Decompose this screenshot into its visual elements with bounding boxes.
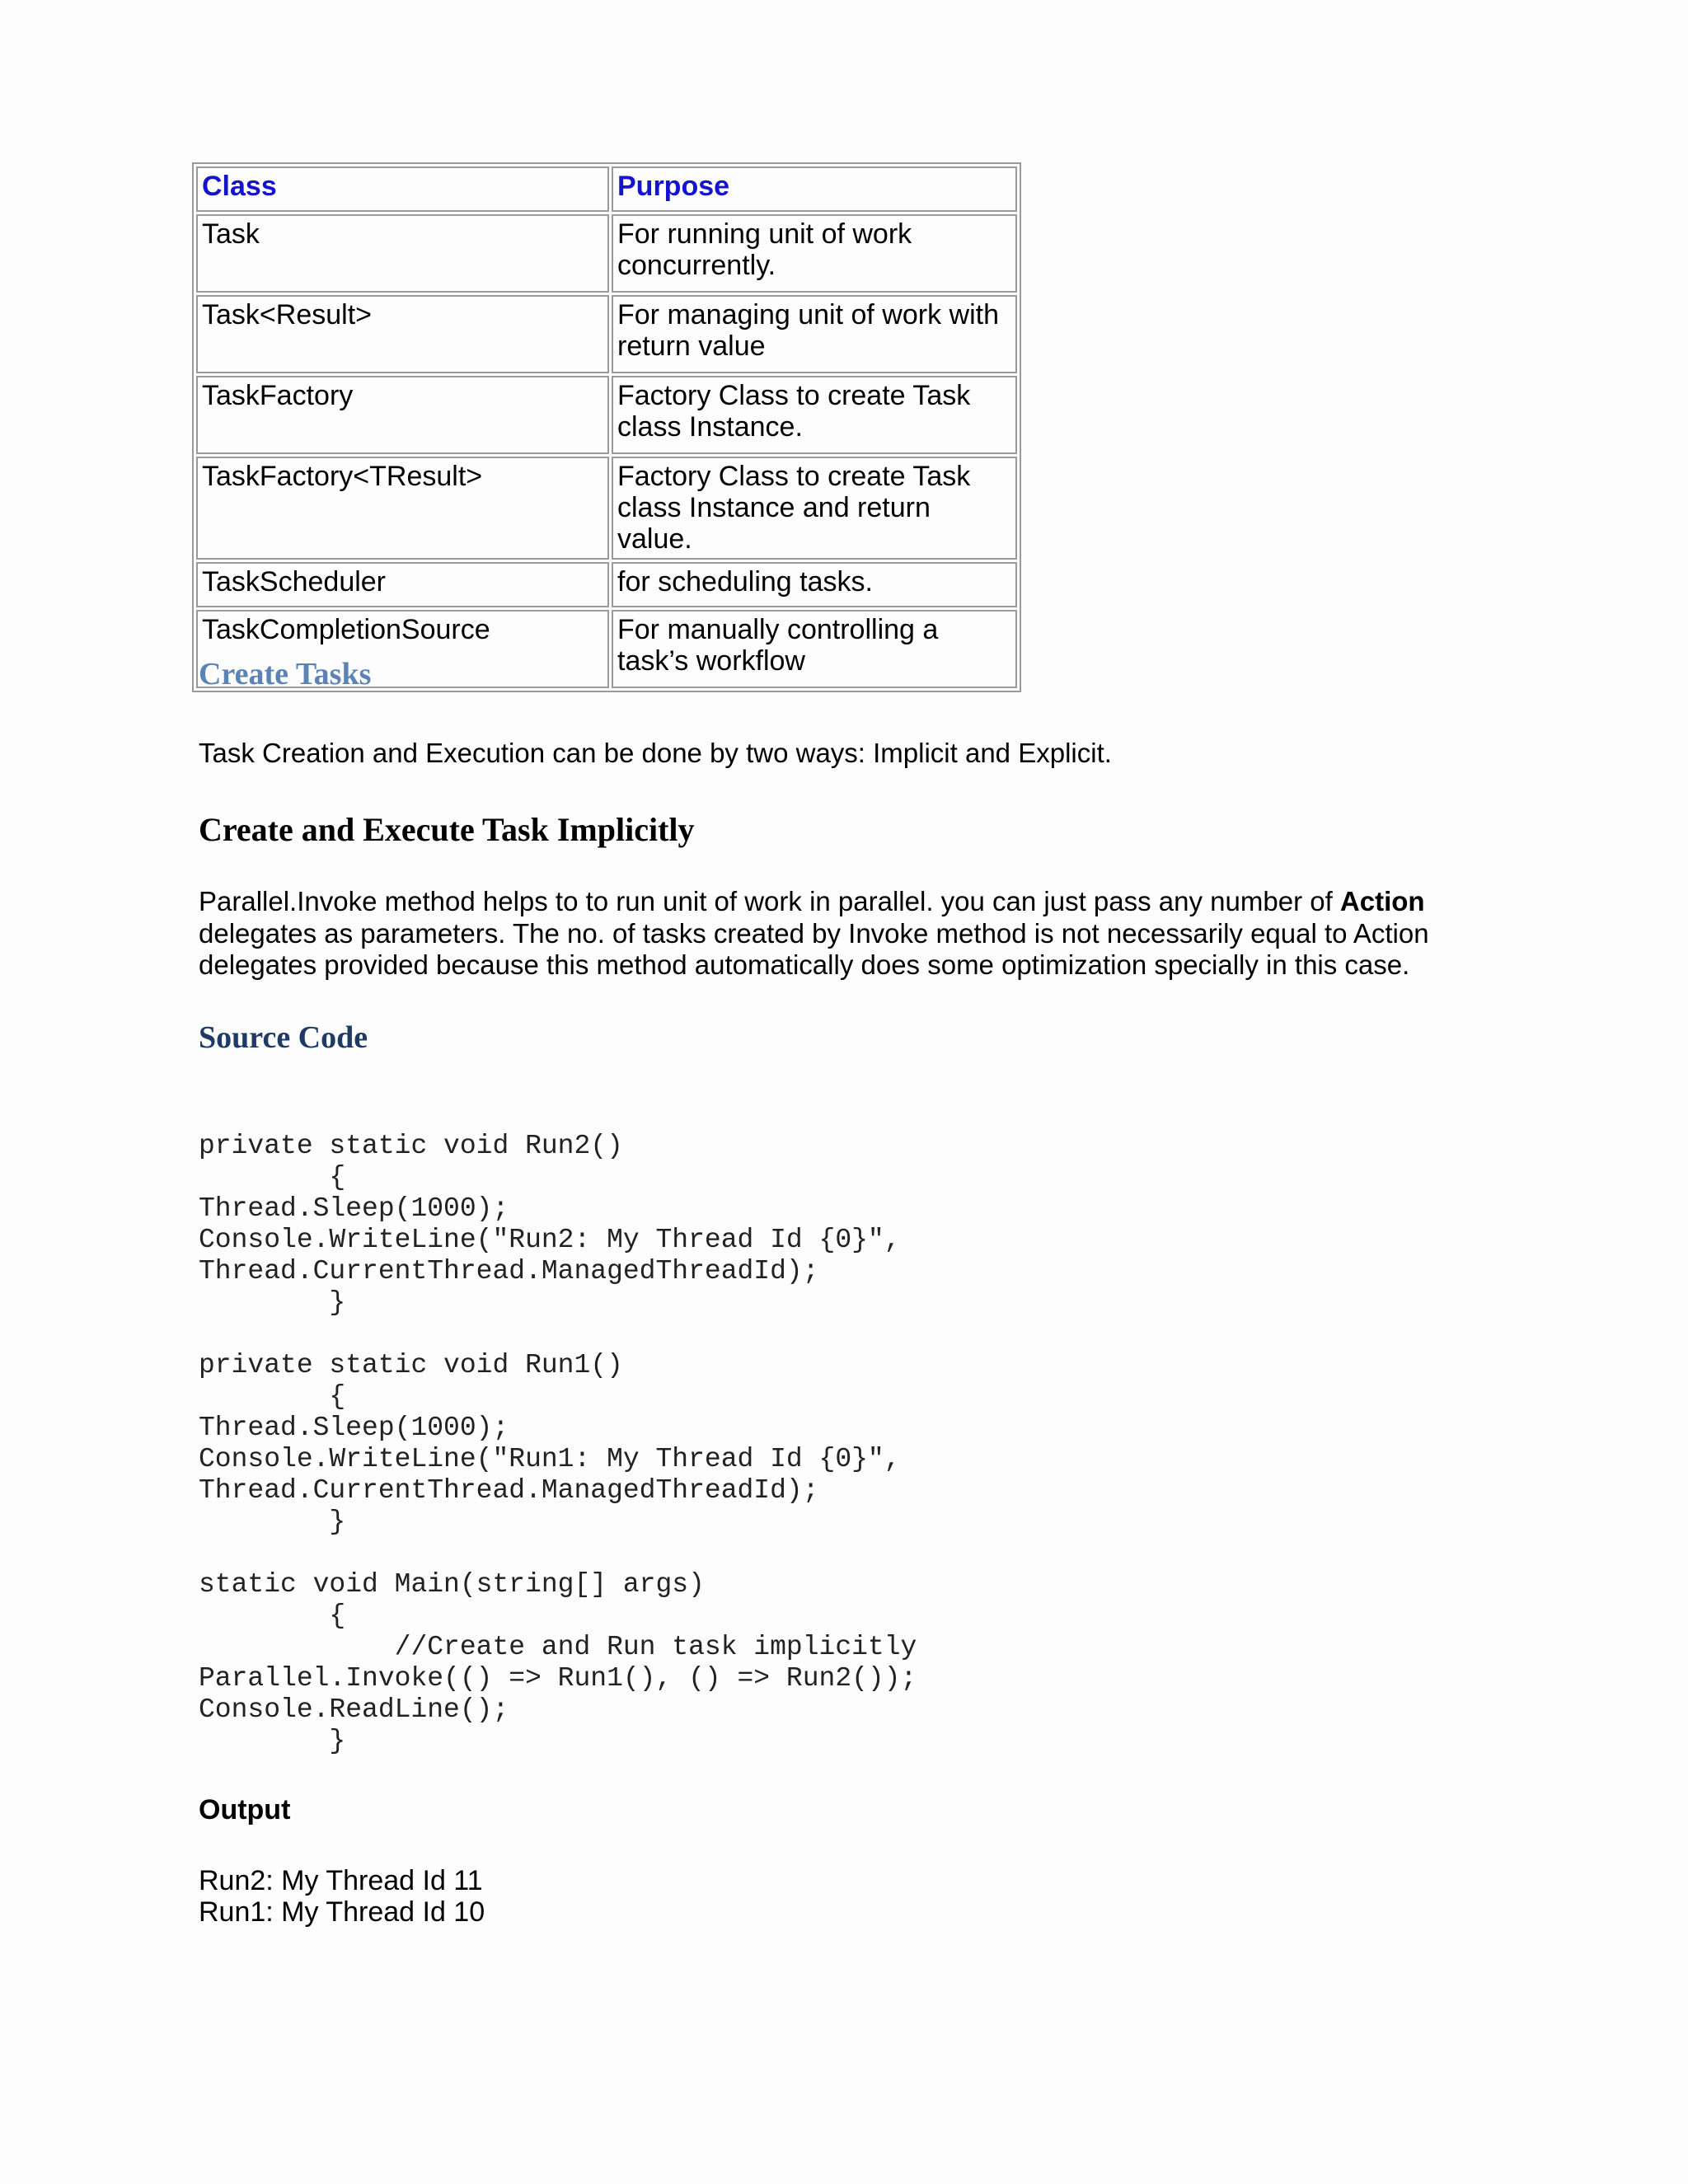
create-tasks-intro: Task Creation and Execution can be done by two ways: Implicit and Explicit.	[199, 738, 1112, 768]
purpose-cell: For manually controlling a task’s workflow	[612, 610, 1017, 688]
purpose-cell: Factory Class to create Task class Instance.	[612, 376, 1017, 454]
output-line: Run2: My Thread Id 11	[199, 1865, 483, 1896]
class-cell: TaskCompletionSource	[196, 610, 609, 688]
class-cell: TaskFactory<TResult>	[196, 457, 609, 560]
purpose-cell: For running unit of work concurrently.	[612, 214, 1017, 293]
column-header-class: Class	[196, 166, 609, 212]
table-header-row	[196, 166, 1017, 212]
task-classes-table	[192, 162, 1021, 692]
create-tasks-heading: Create Tasks	[199, 657, 372, 691]
purpose-cell: Factory Class to create Task class Instance and return value.	[612, 457, 1017, 560]
output-block	[199, 1865, 485, 1928]
purpose-cell: For managing unit of work with return value	[612, 295, 1017, 373]
class-cell: Task	[196, 214, 609, 293]
class-cell: Task<Result>	[196, 295, 609, 373]
action-keyword: Action	[1339, 886, 1425, 916]
output-heading: Output	[199, 1794, 291, 1825]
description-text: Parallel.Invoke method helps to to run unit of work in parallel. you can just pass any number of	[199, 886, 1340, 916]
class-cell: TaskScheduler	[196, 562, 609, 607]
table-row	[196, 376, 1017, 454]
table-row	[196, 457, 1017, 560]
purpose-cell: for scheduling tasks.	[612, 562, 1017, 607]
implicit-heading: Create and Execute Task Implicitly	[199, 811, 695, 848]
code-block: private static void Run2() { Thread.Sleep(1000); Console.WriteLine("Run2: My Thread Id {0}", Thread.CurrentThread.ManagedThreadId); } private static void Run1() { Thread.Sleep(1000); Console.WriteLine("Run1: My Thread Id {0}", Thread.CurrentThread.ManagedThreadId); } static void Main(string[] args) { //Create and Run task implicitly Parallel.Invoke(() => Run1(), () => Run2()); Console.ReadLine(); }	[199, 1131, 917, 1756]
implicit-description	[199, 886, 1493, 982]
column-header-purpose: Purpose	[612, 166, 1017, 212]
description-text-continued: delegates as parameters. The no. of tasks created by Invoke method is not necessarily equal to Action delegates provided because this method automatically does some optimization specially in this case.	[199, 917, 1429, 980]
table-row	[196, 562, 1017, 607]
class-cell: TaskFactory	[196, 376, 609, 454]
output-line: Run1: My Thread Id 10	[199, 1896, 485, 1928]
table-row	[196, 295, 1017, 373]
table-row	[196, 214, 1017, 293]
source-code-heading: Source Code	[199, 1020, 368, 1055]
